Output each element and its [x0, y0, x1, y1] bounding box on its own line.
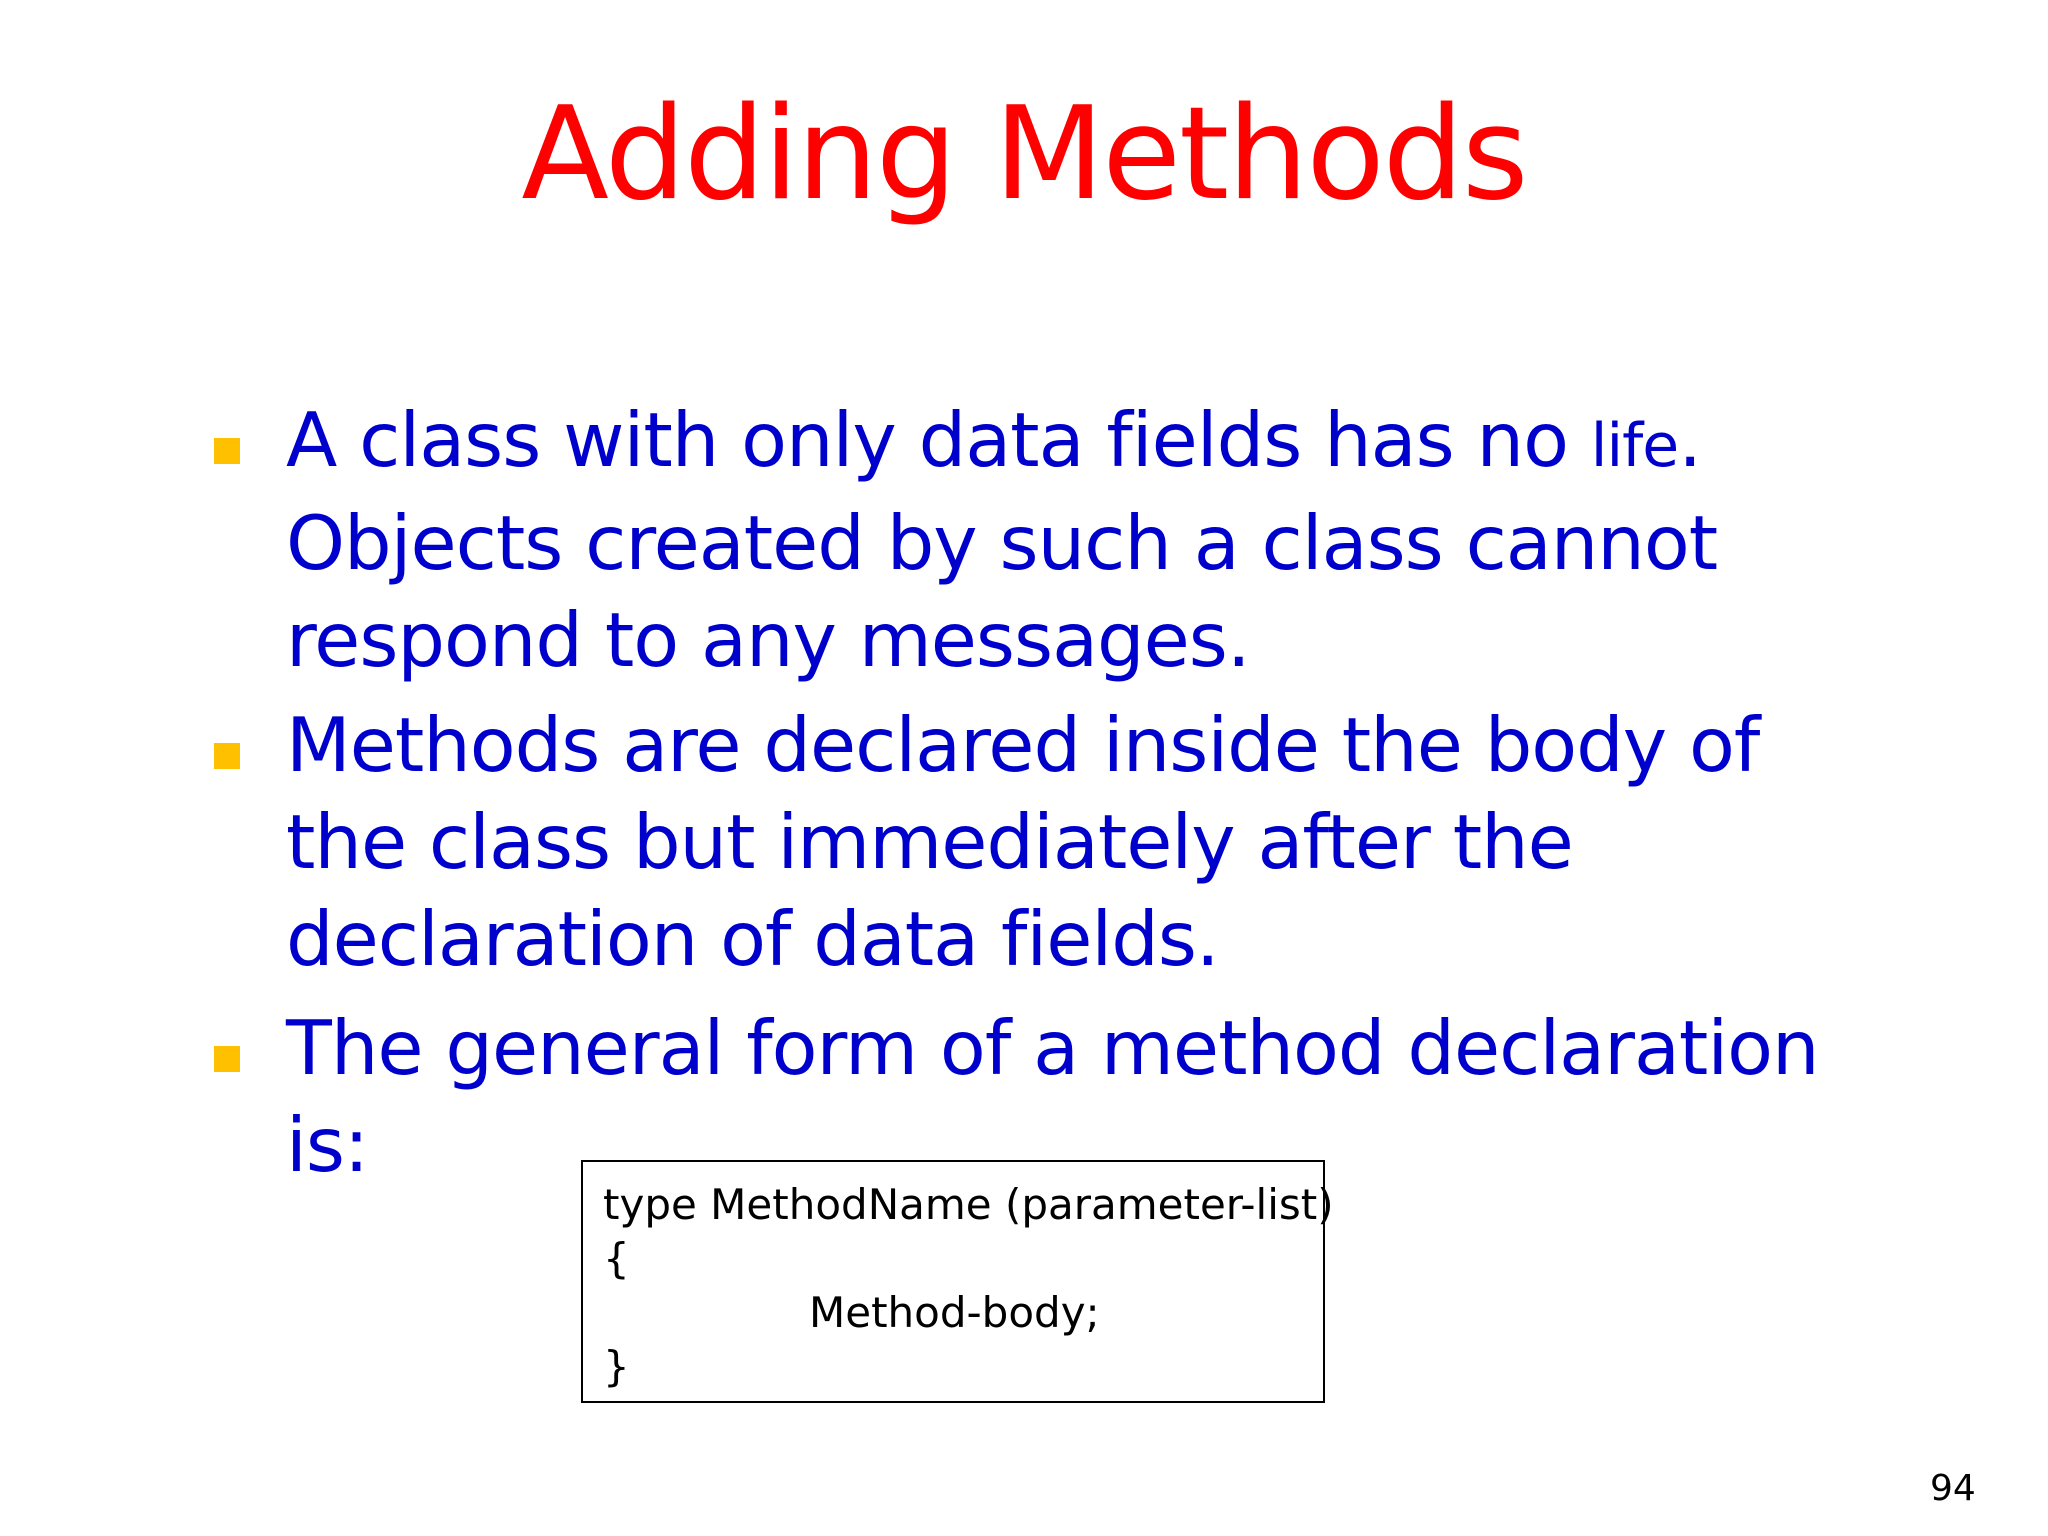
method-declaration-code-box	[581, 1160, 1334, 1403]
bullet-line: the class but immediately after the	[286, 798, 1573, 886]
bullet-line: is:	[286, 1101, 369, 1189]
bullet-line: declaration of data fields.	[286, 895, 1219, 983]
code-line: }	[603, 1342, 630, 1391]
bullet-marker	[214, 438, 240, 464]
bullet-item-2	[286, 697, 1786, 988]
bullet-line	[286, 392, 1786, 495]
code-line: Method-body;	[809, 1288, 1100, 1337]
code-line: type MethodName (parameter-list)	[603, 1180, 1334, 1229]
bullet-line: The general form of a method declaration	[286, 1004, 1819, 1092]
bullet-line: Objects created by such a class cannot	[286, 499, 1718, 587]
code-line: {	[603, 1234, 630, 1283]
bullet-line: respond to any messages.	[286, 596, 1250, 684]
slide-title: Adding Methods	[521, 80, 1527, 229]
bullet-text-segment: A class with only data fields has no	[286, 396, 1591, 484]
bullet-line: Methods are declared inside the body of	[286, 701, 1760, 789]
bullet-marker	[214, 1046, 240, 1072]
bullet-marker	[214, 743, 240, 769]
bullet-item-1	[286, 392, 1786, 689]
bullet-text-small: life	[1590, 411, 1679, 481]
page-number: 94	[1930, 1468, 1976, 1509]
bullet-text-segment: .	[1678, 396, 1702, 484]
